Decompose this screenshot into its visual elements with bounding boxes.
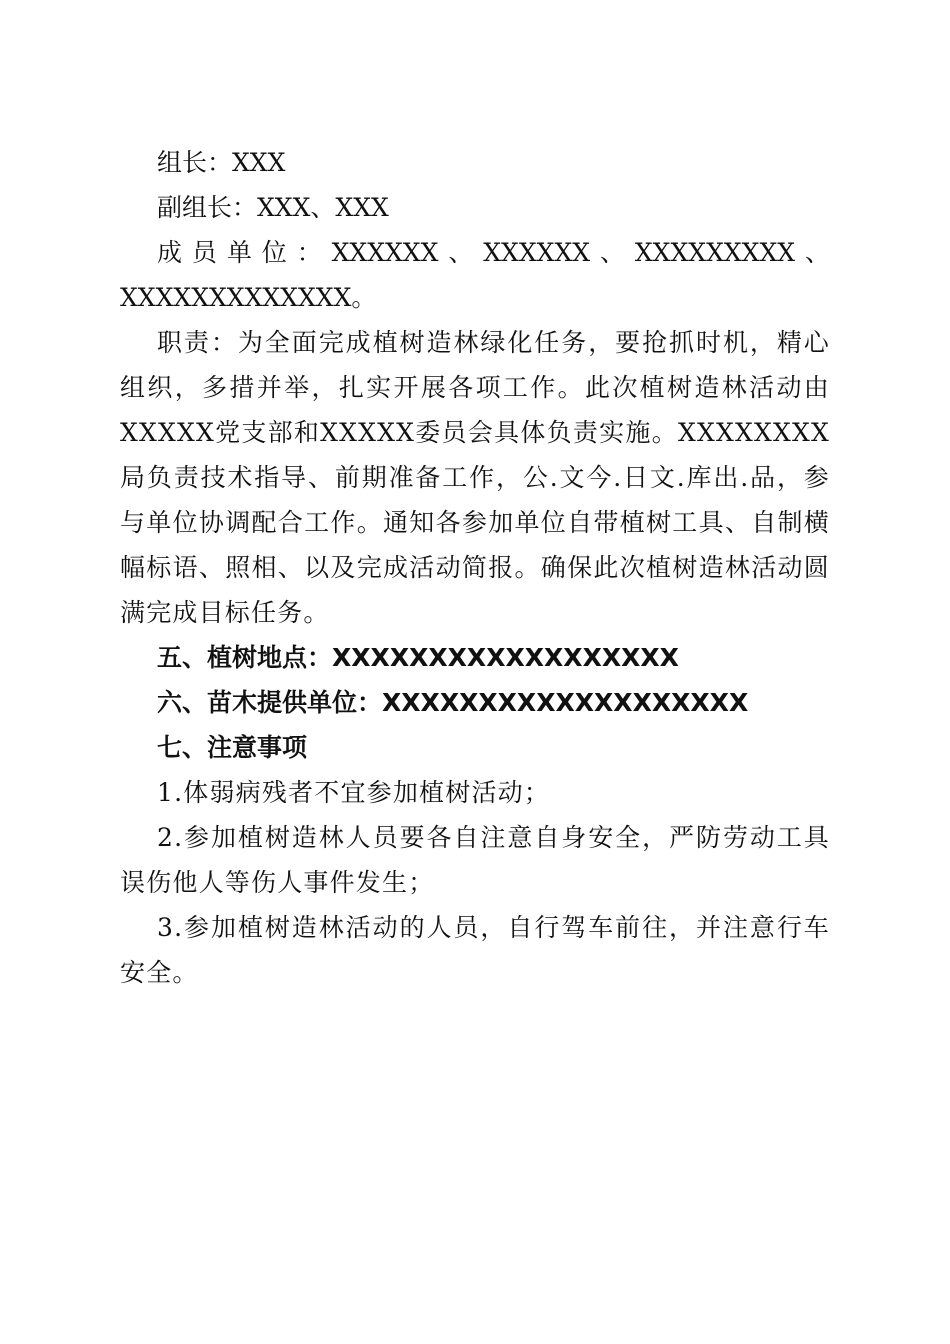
member-units-line: 成员单位：XXXXXX、XXXXXX、XXXXXXXXX、XXXXXXXXXXXXX。 (120, 238, 830, 312)
section-planting-location: 五、植树地点：XXXXXXXXXXXXXXXXXX (157, 643, 679, 672)
note-item-1: 1.体弱病残者不宜参加植树活动； (157, 778, 551, 807)
duties-paragraph: 职责：为全面完成植树造林绿化任务，要抢抓时机，精心组织，多措并举，扎实开展各项工作。此次植树造林活动由XXXXX党支部和XXXXX委员会具体负责实施。XXXXXXXX局负责技术指导、前期准备工作，公.文今.日文.库出.品，参与单位协调配合工作。通知各参加单位自带植树工具、自制横幅标语、照相、以及完成活动简报。确保此次植树造林活动圆满完成目标任务。 (120, 328, 830, 627)
note-item-3: 3.参加植树造林活动的人员，自行驾车前往，并注意行车安全。 (120, 913, 830, 987)
leader-line: 组长：XXX (157, 148, 286, 177)
section-seedling-supplier: 六、苗木提供单位：XXXXXXXXXXXXXXXXXXX (157, 688, 749, 717)
note-item-2: 2.参加植树造林人员要各自注意自身安全，严防劳动工具误伤他人等伤人事件发生； (120, 823, 830, 897)
section-precautions: 七、注意事项 (157, 733, 308, 762)
deputy-leaders-line: 副组长：XXX、XXX (157, 193, 389, 222)
document-body (120, 140, 830, 995)
